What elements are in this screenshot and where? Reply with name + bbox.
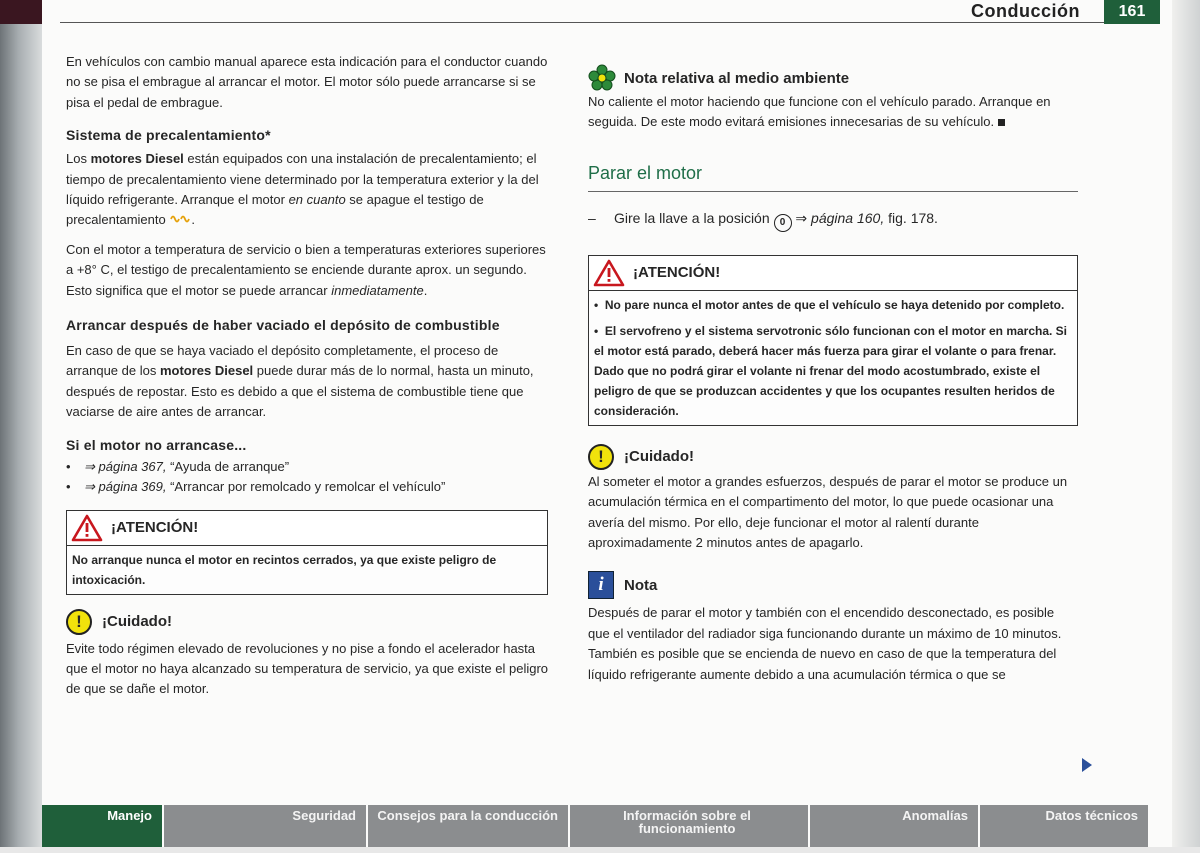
info-note-header: [588, 571, 1078, 599]
page-edge: [1172, 0, 1200, 853]
page-number: 161: [1104, 0, 1160, 24]
environment-note-header: [588, 64, 1078, 92]
caution-title: ¡Cuidado!: [102, 613, 172, 630]
key-position-symbol: 0: [774, 214, 792, 232]
info-note-title: Nota: [624, 576, 658, 594]
environment-note-text: No caliente el motor haciendo que funcione con el vehículo parado. Arranque en seguida. De este modo evitará emisiones innecesarias de su vehículo.: [588, 94, 1051, 130]
warning-bullet: • El servofreno y el sistema servotronic sólo funcionan con el motor en marcha. Si el motor está parado, deberá hacer más fuerza para girar el volante o para frenar. Dado que no podrá girar el volante ni frenar del modo acostumbrado, existe el peligro de que se produzcan accidentes y que los ocupantes resulten heridos de consideración.: [594, 323, 1068, 418]
warning-box: [588, 255, 1078, 426]
preheat-heading: Sistema de precalentamiento*: [66, 127, 271, 144]
spine-top-band: [0, 0, 42, 24]
tab-datos-tecnicos[interactable]: Datos técnicos: [980, 805, 1150, 847]
step-item: – Gire la llave a la posición 0 ⇒ página 160, fig. 178.: [588, 208, 1078, 232]
info-note-text: Después de parar el motor y también con el encendido desconectado, es posible que el ventilador del radiador siga funcionando durante un máximo de 10 minutos. También es posible que se encienda de nuevo en caso de que la temperatura del líquido refrigerante aumente debido a una acumulación térmica o que se: [588, 605, 1062, 682]
preheat-lamp-icon: [169, 213, 191, 225]
tab-anomalias[interactable]: Anomalías: [810, 805, 980, 847]
bottom-strip: [0, 847, 1200, 853]
warning-title: ¡ATENCIÓN!: [633, 264, 721, 282]
continue-arrow-icon: [1082, 758, 1092, 772]
preheat-paragraph-1: Los motores Diesel están equipados con una instalación de precalentamiento; el tiempo de precalentamiento viene determinado por la temperatura exterior y la del líquido refrigerante. Arranque el motor en cuanto se apague el testigo de precalentamiento .: [66, 151, 539, 228]
list-item: • ⇒ página 367, “Ayuda de arranque”: [66, 457, 548, 477]
environment-note-title: Nota relativa al medio ambiente: [624, 69, 850, 87]
header-rule: [60, 22, 1160, 23]
left-column: [66, 52, 548, 700]
tab-consejos[interactable]: Consejos para la conducción: [368, 805, 570, 847]
bullet-icon: •: [66, 458, 71, 474]
end-marker-icon: [998, 119, 1005, 126]
bullet-icon: •: [66, 479, 71, 495]
footer-tab-bar: [42, 805, 1150, 847]
tab-manejo[interactable]: Manejo: [42, 805, 164, 847]
page-reference-link[interactable]: ⇒ página 367,: [84, 458, 167, 474]
caution-text: Evite todo régimen elevado de revoluciones y no pise a fondo el acelerador hasta que el motor no haya alcanzado su temperatura de servicio, ya que existe el peligro de que se dañe el motor.: [66, 640, 549, 697]
environment-flower-icon: [588, 64, 616, 92]
page-reference-link[interactable]: página 160,: [811, 209, 885, 226]
page-reference-link[interactable]: ⇒ página 369,: [84, 479, 167, 495]
caution-icon: !: [66, 609, 92, 635]
info-icon: i: [588, 571, 614, 599]
caution-title: ¡Cuidado!: [624, 448, 694, 466]
warning-header: [67, 511, 547, 546]
dash-icon: –: [588, 209, 596, 226]
tab-informacion[interactable]: Información sobre el funcionamiento: [570, 805, 810, 847]
caution-icon: !: [588, 444, 614, 470]
warning-header: [589, 256, 1077, 291]
no-start-heading: Si el motor no arrancase...: [66, 436, 247, 453]
intro-paragraph: En vehículos con cambio manual aparece esta indicación para el conductor cuando no se pisa el embrague al arrancar el motor. El motor sólo puede arrancarse si se pisa el pedal de embrague.: [66, 54, 548, 110]
empty-tank-heading: Arrancar después de haber vaciado el depósito de combustible: [66, 317, 500, 334]
warning-triangle-icon: [71, 514, 103, 542]
tab-seguridad[interactable]: Seguridad: [164, 805, 368, 847]
book-spine: [0, 0, 42, 853]
warning-text: No arranque nunca el motor en recintos cerrados, ya que existe peligro de intoxicación.: [72, 552, 497, 587]
warning-title: ¡ATENCIÓN!: [111, 519, 199, 536]
empty-tank-paragraph: En caso de que se haya vaciado el depósito completamente, el proceso de arranque de los motores Diesel puede durar más de lo normal, hasta un minuto, después de repostar. Esto es debido a que el sistema de combustible tiene que vaciarse de aire antes de arrancar.: [66, 343, 534, 420]
warning-box: [66, 510, 548, 595]
caution-text: Al someter el motor a grandes esfuerzos, después de parar el motor se produce un acumulación térmica en el compartimento del motor, lo que puede ocasionar una avería del mismo. Por ello, deje funcionar el motor al ralentí durante aproximadamente 2 minutos antes de apagarlo.: [588, 473, 1068, 551]
list-item: • ⇒ página 369, “Arrancar por remolcado y remolcar el vehículo”: [66, 477, 548, 497]
right-column: [588, 64, 1078, 685]
warning-bullet: • No pare nunca el motor antes de que el vehículo se haya detenido por completo.: [594, 297, 1065, 312]
chapter-title: Conducción: [971, 1, 1080, 21]
caution-header: [588, 444, 1078, 470]
section-title: Parar el motor: [588, 162, 703, 183]
preheat-paragraph-2: Con el motor a temperatura de servicio o bien a temperaturas exteriores superiores a +8° C, el testigo de precalentamiento se enciende durante aprox. un segundo. Esto significa que el motor se puede arrancar inmediatamente.: [66, 241, 546, 298]
caution-header: [66, 609, 548, 635]
warning-triangle-icon: [593, 259, 625, 287]
